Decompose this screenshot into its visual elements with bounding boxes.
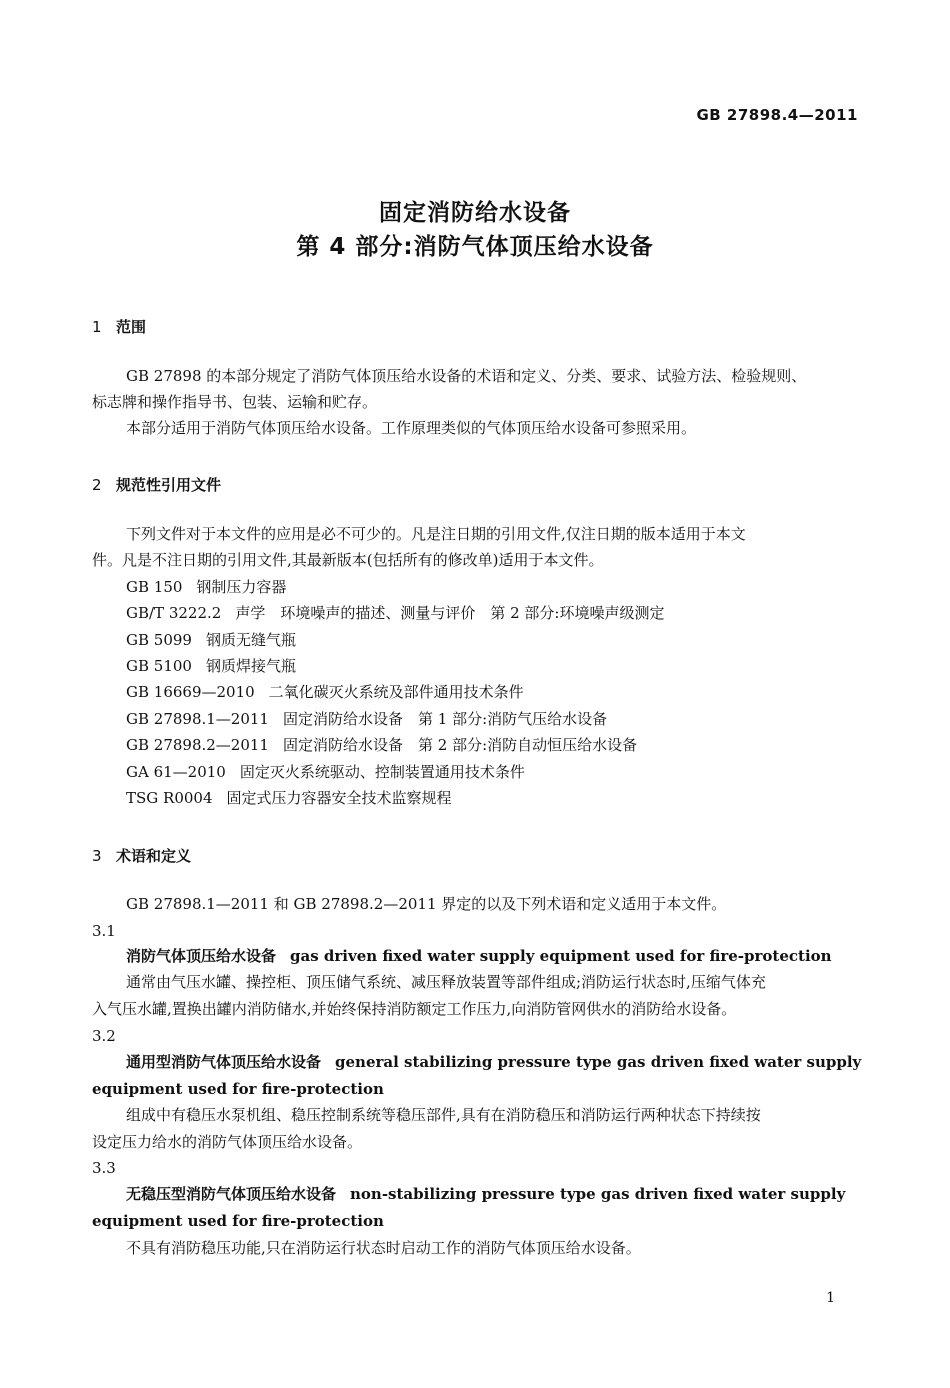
reference-code: GA 61—2010 [126, 763, 226, 781]
standard-code: GB 27898.4—2011 [696, 106, 858, 124]
reference-item [126, 658, 296, 675]
reference-item [126, 790, 452, 807]
section-3-heading [92, 845, 191, 866]
reference-title: 固定消防给水设备 第 1 部分:消防气压给水设备 [282, 710, 608, 728]
reference-item [126, 737, 637, 754]
document-subtitle: 第 4 部分:消防气体顶压给水设备 [296, 234, 654, 260]
reference-item [126, 684, 524, 701]
reference-code: TSG R0004 [126, 789, 213, 807]
term-number: 3.1 [92, 922, 116, 940]
section-number: 2 [92, 476, 102, 494]
reference-item [126, 605, 664, 622]
section-1-para-2: 本部分适用于消防气体顶压给水设备。工作原理类似的气体顶压给水设备可参照采用。 [126, 419, 697, 437]
section-title: 规范性引用文件 [116, 476, 222, 494]
term-english-continued: equipment used for fire-protection [92, 1212, 384, 1230]
section-number: 3 [92, 847, 102, 865]
reference-title: 固定灭火系统驱动、控制装置通用技术条件 [239, 763, 525, 781]
section-1-para-1-line-1: GB 27898 的本部分规定了消防气体顶压给水设备的术语和定义、分类、要求、试验方法、检验规则、 [126, 367, 807, 385]
reference-item [126, 764, 525, 781]
reference-title: 声学 环境噪声的描述、测量与评价 第 2 部分:环境噪声级测定 [235, 604, 665, 622]
reference-title: 钢制压力容器 [196, 578, 287, 596]
term-english-continued: equipment used for fire-protection [92, 1080, 384, 1098]
page-number: 1 [826, 1290, 835, 1306]
section-2-intro-line-2: 件。凡是不注日期的引用文件,其最新版本(包括所有的修改单)适用于本文件。 [92, 551, 604, 569]
reference-code: GB 27898.1—2011 [126, 710, 269, 728]
term-definition-line-2: 入气压水罐,置换出罐内消防储水,并始终保持消防额定工作压力,向消防管网供水的消防给水设备。 [92, 1000, 737, 1018]
term-number: 3.2 [92, 1027, 116, 1045]
term-definition-line-1: 不具有消防稳压功能,只在消防运行状态时启动工作的消防气体顶压给水设备。 [126, 1239, 641, 1257]
reference-title: 固定式压力容器安全技术监察规程 [226, 789, 452, 807]
section-title: 范围 [116, 318, 147, 336]
section-2-heading [92, 474, 221, 495]
section-number: 1 [92, 318, 102, 336]
section-1-heading [92, 316, 146, 337]
reference-title: 二氧化碳灭火系统及部件通用技术条件 [268, 683, 524, 701]
term-definition-line-1: 组成中有稳压水泵机组、稳压控制系统等稳压部件,具有在消防稳压和消防运行两种状态下持续按 [126, 1106, 761, 1124]
reference-code: GB 150 [126, 578, 183, 596]
section-title: 术语和定义 [116, 847, 192, 865]
reference-code: GB/T 3222.2 [126, 604, 222, 622]
term-chinese: 无稳压型消防气体顶压给水设备 [126, 1185, 337, 1203]
term-chinese: 通用型消防气体顶压给水设备 [126, 1053, 322, 1071]
reference-title: 固定消防给水设备 第 2 部分:消防自动恒压给水设备 [282, 736, 638, 754]
reference-item [126, 711, 607, 728]
section-3-intro: GB 27898.1—2011 和 GB 27898.2—2011 界定的以及下列术语和定义适用于本文件。 [126, 895, 727, 913]
document-title: 固定消防给水设备 [379, 200, 571, 226]
term-heading [126, 1054, 861, 1071]
section-1-para-1-line-2: 标志牌和操作指导书、包装、运输和贮存。 [92, 393, 378, 411]
term-english: general stabilizing pressure type gas driven fixed water supply [335, 1053, 862, 1071]
reference-item [126, 579, 286, 596]
reference-title: 钢质焊接气瓶 [205, 657, 296, 675]
reference-code: GB 5099 [126, 631, 192, 649]
term-english: gas driven fixed water supply equipment used for fire-protection [290, 947, 832, 965]
term-definition-line-1: 通常由气压水罐、操控柜、顶压储气系统、减压释放装置等部件组成;消防运行状态时,压缩气体充 [126, 973, 766, 991]
reference-title: 钢质无缝气瓶 [205, 631, 296, 649]
section-2-intro-line-1: 下列文件对于本文件的应用是必不可少的。凡是注日期的引用文件,仅注日期的版本适用于本文 [126, 525, 746, 543]
term-number: 3.3 [92, 1159, 116, 1177]
term-english: non-stabilizing pressure type gas driven fixed water supply [350, 1185, 846, 1203]
reference-code: GB 16669—2010 [126, 683, 255, 701]
term-definition-line-2: 设定压力给水的消防气体顶压给水设备。 [92, 1133, 363, 1151]
reference-code: GB 5100 [126, 657, 192, 675]
reference-item [126, 632, 296, 649]
term-heading [126, 948, 832, 965]
term-heading [126, 1186, 845, 1203]
term-chinese: 消防气体顶压给水设备 [126, 947, 277, 965]
reference-code: GB 27898.2—2011 [126, 736, 269, 754]
